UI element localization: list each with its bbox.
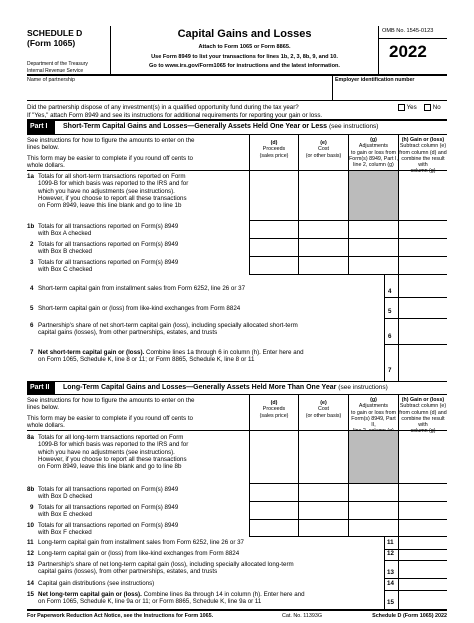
schedule-name: SCHEDULE D: [27, 28, 83, 38]
line-12: 12: [27, 550, 34, 557]
col-e-header-2: (e) Cost (or other basis): [298, 395, 348, 430]
catalog-number: Cat. No. 11393G: [282, 613, 323, 619]
col-g-header-2: (g) Adjustments to gain or loss from Form(s) 8949, Part II,: [348, 395, 398, 430]
form-reference: (Form 1065): [27, 38, 76, 48]
ein-field[interactable]: [332, 76, 447, 100]
qof-question: [27, 101, 447, 121]
col-h-header-2: (h) Gain or (loss) Subtract column (e) from column (d) and combine the result with column (g): [399, 397, 447, 435]
line-8a: 8a: [27, 434, 34, 441]
irs-label: Internal Revenue Service: [27, 68, 84, 74]
col-d-header: (d) Proceeds (sales price): [249, 135, 298, 170]
line-5: 5: [30, 305, 34, 312]
intro-text-1: See instructions for how to figure the amounts to enter on the lines below. This form may be easier to complete if you round off cents to whole dollars.: [27, 137, 195, 169]
line1a-col-g-shaded: [348, 171, 398, 220]
part1-lines: 1a Totals for all short-term transactions reported on Form 1099-B for which basis was reported to the IRS and for which you have no adjustments (see instructions). However, if you choose to report all these transactions on Form 8949, leave this line blank and go to line 1b 1b Totals for all transactions reported on Form(s) 8949 with Box A checked 2 Totals for all transactions reported on Form(s) 8949 with Box B checked 3 Totals for all transactions reported on Form(s) 8949 with Box C checked 4 Short-term capital gain from installment sales from Form 6252, line 26 or 37 4 5 Short-term capital gain or (loss) from like-kind exchanges from Form 8824 5 6 Partnership's share of net short-term capital gain (loss), including specially allocated short-term capital gains (losses), from other partnerships, estates, and trusts 6 7 Net short-term capital gain or (loss). Combine lines 1a through 6 in column (h). Enter here and on Form 1065, Schedule K, line 8 or 11; or Form 8865, Schedule K, line 8 or 11 7: [27, 171, 447, 381]
footer-form-name: Schedule D (Form 1065) 2022: [372, 613, 447, 619]
qof-question-text: Did the partnership dispose of any investment(s) in a qualified opportunity fund during the tax year?: [27, 104, 299, 111]
line-14: 14: [27, 580, 34, 587]
qof-no-checkbox[interactable]: [424, 104, 431, 111]
schedule-d-form: [27, 26, 447, 623]
qof-yes-label: Yes: [406, 104, 417, 112]
line-1a: 1a: [27, 173, 34, 180]
col-e-header: (e) Cost (or other basis): [298, 135, 348, 170]
partnership-info-row: [27, 76, 447, 101]
part1-title: Short-Term Capital Gains and Losses—Generally Assets Held One Year or Less: [63, 123, 328, 130]
part1-badge: Part I: [27, 121, 55, 134]
part2-title: Long-Term Capital Gains and Losses—Generally Assets Held More Than One Year: [63, 384, 337, 391]
form-header: [27, 26, 447, 76]
line-6: 6: [30, 322, 34, 329]
part2-see: (see instructions): [338, 384, 388, 391]
col-d-header-2: (d) Proceeds (sales price): [249, 395, 298, 430]
line-7: 7: [30, 349, 34, 356]
part2-column-headers: See instructions for how to figure the amounts to enter on the lines below. This form may be easier to complete if you round off cents to whole dollars. (d) Proceeds (sales price) (e) Cost (or other basis) (g) Adjustments to gain or loss from Form(s) 8949, Part II, (h) Gain or (loss) Subtract column (e) from column (d) and combine the result with column (g): [27, 397, 447, 435]
qof-no-label: No: [432, 104, 441, 112]
line-8b: 8b: [27, 486, 35, 493]
attach-note: Attach to Form 1065 or Form 8865.: [198, 44, 291, 50]
partnership-name-label: Name of partnership: [27, 77, 75, 83]
col-h-header: (h) Gain or (loss) Subtract column (e) from column (d) and combine the result with column (g): [399, 137, 447, 175]
part1-see: (see instructions): [328, 123, 379, 130]
line-11: 11: [27, 539, 34, 546]
part2-badge: Part II: [27, 382, 55, 395]
part1-column-headers: [27, 135, 447, 175]
paperwork-notice: For Paperwork Reduction Act Notice, see the Instructions for Form 1065.: [27, 613, 214, 619]
form-8949-note: Use Form 8949 to list your transactions for lines 1b, 2, 3, 8b, 9, and 10.: [151, 54, 338, 60]
tax-year: 2022: [389, 42, 427, 61]
line-2: 2: [30, 241, 34, 248]
department-label: Department of the Treasury: [27, 61, 88, 67]
part2-lines: 8a Totals for all long-term transactions reported on Form 1099-B for which basis was reported to the IRS and for which you have no adjustments (see instructions). However, if you choose to report all these transactions on Form 8949, leave this line blank and go to line 8b 8b Totals for all transactions reported on Form(s) 8949 with Box D checked 9 Totals for all transactions reported on Form(s) 8949 with Box E checked 10 Totals for all transactions reported on Form(s) 8949 with Box F checked 11 Long-term capital gain from installment sales from Form 6252, line 26 or 37 11 12 Long-term capital gain or (loss) from like-kind exchanges from Form 8824 12 13 Partnership's share of net long-term capital gain (loss), including specially allocated long-term capital gains (losses), from other partnerships, estates, and trusts 13 14 Capital gain distributions (see instructions) 14 15 Net long-term capital gain or (loss). Combine lines 8a through 14 in column (h). Enter here and on Form 1065, Schedule K, line 9a or 11; or Form 8865, Schedule K, line 9a or 11 15: [27, 431, 447, 611]
line-1b: 1b: [27, 223, 35, 230]
qof-yes-checkbox[interactable]: [398, 104, 405, 111]
line-13: 13: [27, 561, 34, 568]
part2-header: [27, 381, 447, 395]
part1-header: [27, 121, 447, 135]
line8a-col-g-shaded: [348, 431, 398, 483]
line-15: 15: [27, 591, 34, 598]
form-title: Capital Gains and Losses: [177, 28, 312, 40]
omb-number: OMB No. 1545-0123: [382, 28, 434, 34]
line-3: 3: [30, 259, 34, 266]
irs-link[interactable]: Go to www.irs.gov/Form1065 for instructions and the latest information.: [149, 63, 340, 69]
line-9: 9: [30, 504, 34, 511]
ein-label: Employer identification number: [335, 77, 415, 83]
line-10: 10: [27, 522, 34, 529]
qof-note: If "Yes," attach Form 8949 and see its instructions for additional requirements for reporting your gain or loss.: [27, 112, 323, 119]
col-g-header: (g) Adjustments to gain or loss from Form(s) 8949, Part I, line 2, column (g): [349, 137, 398, 169]
line-4: 4: [30, 285, 34, 292]
